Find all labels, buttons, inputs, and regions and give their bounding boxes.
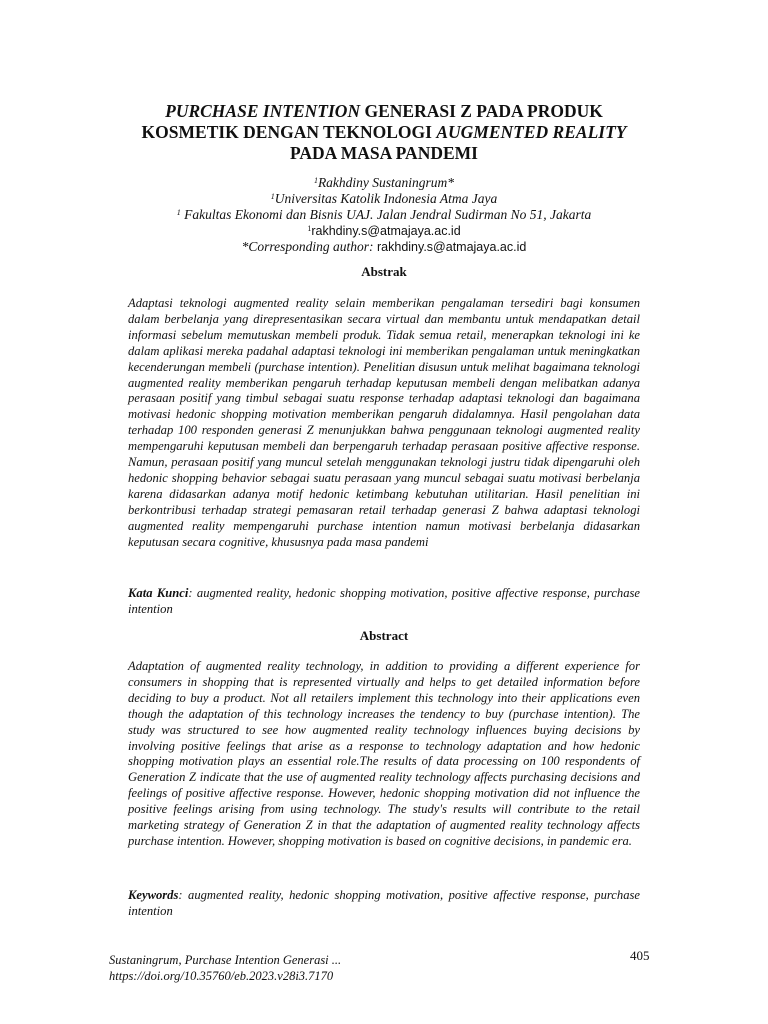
abstrak-heading: Abstrak (361, 264, 407, 279)
page-number: 405 (630, 948, 650, 963)
footer-citation: Sustaningrum, Purchase Intention Generasi ... (109, 953, 342, 967)
keywords-label: Keywords (128, 888, 179, 902)
title-line-1: PURCHASE INTENTION GENERASI Z PADA PRODUK (165, 101, 603, 121)
author-name: $^1$Rakhdiny Sustaningrum* (313, 175, 455, 190)
author-email[interactable]: $^1$rakhdiny.s@atmajaya.ac.id (307, 224, 461, 238)
abstract-text: Adaptation of augmented reality technology, in addition to providing a different experience for consumers in shopping that is represented virtually and helps to get detailed information before deciding to buy a product. Not all retailers implement this technology into their applications even though the adaptation of this technology increases the tendency to buy (purchase intention). The study was structured to see how augmented reality technology influences buying decisions by involving positive feelings that arise as a response to technology adaptation and how hedonic shopping motivation plays an essential role.The results of data processing on 100 respondents of Generation Z indicate that the use of augmented reality technology affects purchasing decisions and feelings of positive affective response. However, hedonic shopping motivation did not influence the positive feelings arising from using technology. The study's results will contribute to the retail marketing strategy of Generation Z in that the adaptation of augmented reality technology affects purchase intention. However, shopping motivation is based on cognitive decisions, in pandemic era. (128, 659, 640, 848)
paper-title (100, 101, 668, 164)
title-line-3: PADA MASA PANDEMI (290, 143, 478, 163)
corresponding-email[interactable]: rakhdiny.s@atmajaya.ac.id (373, 240, 527, 254)
kata-kunci-label: Kata Kunci (128, 586, 189, 600)
corresponding-author: *Corresponding author: rakhdiny.s@atmajaya.ac.id (241, 239, 527, 254)
affiliation-university: $^1$Universitas Katolik Indonesia Atma Jaya (270, 191, 498, 206)
title-italic-term: PURCHASE INTENTION (165, 101, 361, 121)
keywords: Keywords: augmented reality, hedonic shopping motivation, positive affective response, purchase intention (128, 888, 640, 918)
affiliation-faculty: $^1$ Fakultas Ekonomi dan Bisnis UAJ. Jalan Jendral Sudirman No 51, Jakarta (176, 207, 592, 222)
abstract-heading: Abstract (359, 628, 409, 643)
footer-doi-link[interactable]: https://doi.org/10.35760/eb.2023.v28i3.7170 (109, 969, 334, 983)
kata-kunci: Kata Kunci: augmented reality, hedonic shopping motivation, positive affective response, purchase intention (128, 586, 640, 616)
title-line-2: KOSMETIK DENGAN TEKNOLOGI AUGMENTED REALITY (141, 122, 627, 142)
abstrak-text: Adaptasi teknologi augmented reality selain memberikan pengalaman tersediri bagi konsumen dalam berbelanja yang direpresentasikan secara virtual dan membantu untuk mendapatkan detail informasi sebelum memutuskan membeli produk. Tidak semua retail, menerapkan teknologi ini ke dalam aplikasi mereka padahal adaptasi teknologi ini memberikan pengalaman untuk meningkatkan kecenderungan membeli (purchase intention). Penelitian disusun untuk melihat bagaimana teknologi augmented reality memberikan pengaruh terhadap keputusan membeli dengan melibatkan adanya perasaan positif yang timbul sebagai suatu response terhadap adaptasi teknologi dan bagaimana motivasi hedonic shopping motivation memberikan pengaruh didalamnya. Hasil pengolahan data terhadap 100 responden generasi Z menunjukkan bahwa penggunaan teknologi augmented reality mempengaruhi keputusan membeli dan berpengaruh terhadap perasaan positive affective response. Namun, perasaan positif yang muncul setelah menggunakan teknologi justru tidak dipengaruhi oleh hedonic shopping behavior sebagai suatu perasaan yang muncul sebagai suatu motivasi berbelanja karena didasarkan adanya motif hedonic ketimbang kebutuhan utilitarian. Hasil penelitian ini berkontribusi terhadap strategi pemasaran retail terhadap generasi Z bahwa adaptasi teknologi augmented reality mempengaruhi purchase intention namun motivasi berbelanja didasarkan keputusan secara cognitive, khususnya pada masa pandemi (128, 296, 640, 549)
author-block (110, 175, 658, 255)
page-footer (109, 952, 341, 984)
title-italic-term-2: AUGMENTED REALITY (436, 122, 627, 142)
